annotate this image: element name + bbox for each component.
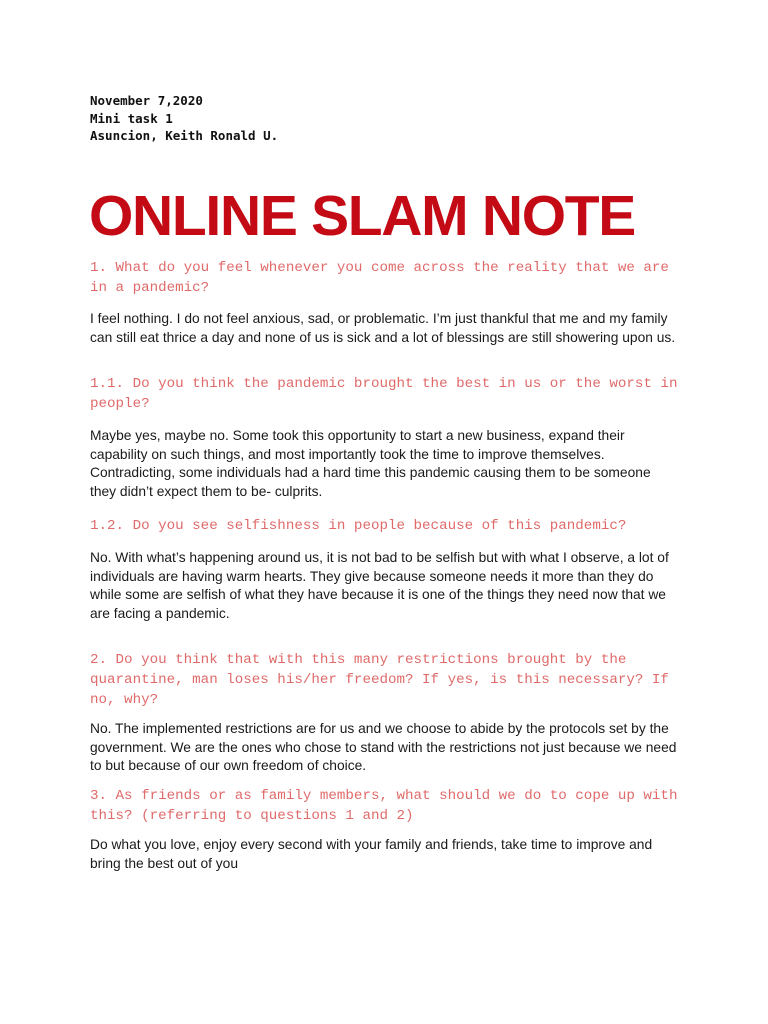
document-header (90, 92, 278, 145)
answer-3: Do what you love, enjoy every second with your family and friends, take time to improve and bring the best out of you (90, 837, 653, 871)
page-title: ONLINE SLAM NOTE (89, 184, 636, 248)
question-1-1: 1.1. Do you think the pandemic brought the best in us or the worst in people? (90, 376, 678, 412)
qa-section-1-1 (90, 374, 680, 501)
header-author: Asuncion, Keith Ronald U. (90, 128, 279, 143)
qa-section-1-2 (90, 516, 680, 623)
qa-section-1 (90, 258, 680, 347)
header-date: November 7,2020 (90, 93, 203, 108)
question-2: 2. Do you think that with this many restrictions brought by the quarantine, man loses his/her freedom? If yes, is this necessary? If no, why? (90, 652, 669, 708)
qa-section-2 (90, 650, 680, 776)
answer-1-1: Maybe yes, maybe no. Some took this opportunity to start a new business, expand their capability on such things, and most importantly took the time to improve themselves. Contradicting, some individuals had a hard time this pandemic causing them to be someone they didn’t expect them to be- culprits. (90, 428, 651, 499)
question-3: 3. As friends or as family members, what should we do to cope up with this? (referring to questions 1 and 2) (90, 788, 678, 824)
question-1: 1. What do you feel whenever you come across the reality that we are in a pandemic? (90, 260, 669, 296)
answer-1-2: No. With what’s happening around us, it is not bad to be selfish but with what I observe, a lot of individuals are having warm hearts. They give because someone needs it more than they do while some are selfish of what they have because it is one of the things they need now that we are facing a pandemic. (90, 550, 669, 621)
answer-2: No. The implemented restrictions are for us and we choose to abide by the protocols set by the government. We are the ones who chose to stand with the restrictions not just because we need to but because of our own freedom of choice. (90, 721, 677, 774)
answer-1: I feel nothing. I do not feel anxious, sad, or problematic. I’m just thankful that me and my family can still eat thrice a day and none of us is sick and a lot of blessings are still showering upon us. (90, 311, 676, 345)
question-1-2: 1.2. Do you see selfishness in people because of this pandemic? (90, 518, 627, 534)
header-task: Mini task 1 (90, 110, 173, 126)
qa-section-3 (90, 786, 680, 873)
